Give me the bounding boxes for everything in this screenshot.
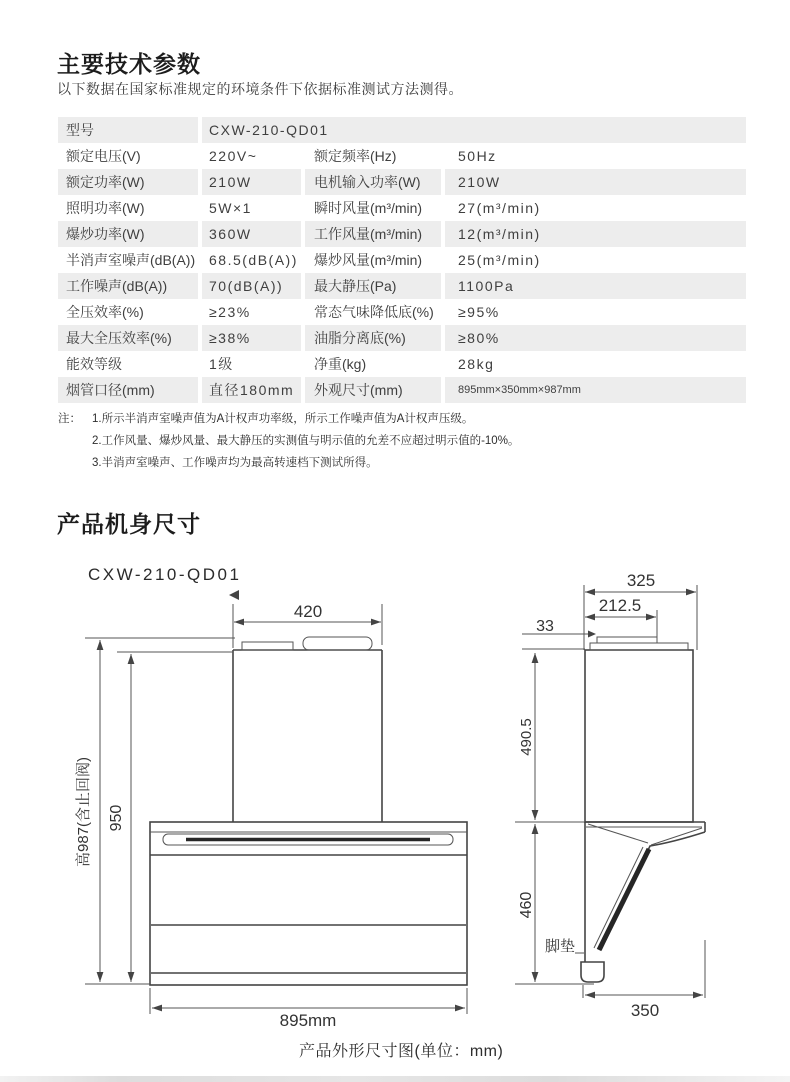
spec-value: 360W bbox=[202, 221, 301, 247]
spec-label: 工作风量(m³/min) bbox=[305, 221, 441, 247]
spec-label: 额定功率(W) bbox=[58, 169, 198, 195]
spec-label: 爆炒风量(m³/min) bbox=[305, 247, 441, 273]
spec-value-model: CXW-210-QD01 bbox=[202, 117, 746, 143]
side-cap-step bbox=[597, 637, 657, 643]
section-subtitle: 以下数据在国家标准规定的环境条件下依据标准测试方法测得。 bbox=[57, 81, 463, 97]
spec-value: 1级 bbox=[202, 351, 301, 377]
spec-label: 电机输入功率(W) bbox=[305, 169, 441, 195]
dim-label-420: 420 bbox=[293, 602, 323, 621]
spec-label: 外观尺寸(mm) bbox=[305, 377, 441, 403]
spec-value: 50Hz bbox=[445, 143, 746, 169]
notes-prefix: 注： bbox=[58, 413, 81, 425]
section-title-tech-params: 主要技术参数 bbox=[57, 51, 201, 77]
spec-value: ≥38% bbox=[202, 325, 301, 351]
drawing-model-label: CXW-210-QD01 bbox=[88, 565, 242, 584]
foot-pad-shape bbox=[581, 962, 604, 982]
note-item: 3.半消声室噪声、工作噪声均为最高转速档下测试所得。 bbox=[92, 457, 378, 469]
dim-label-490-5: 490.5 bbox=[518, 718, 535, 756]
duct-cap-rect bbox=[242, 642, 293, 650]
spec-label: 工作噪声(dB(A)) bbox=[58, 273, 198, 299]
spec-value: 25(m³/min) bbox=[445, 247, 746, 273]
spec-value: ≥80% bbox=[445, 325, 746, 351]
spec-label: 常态气味降低底(%) bbox=[305, 299, 441, 325]
dim-label-460: 460 bbox=[518, 891, 535, 919]
front-view bbox=[74, 590, 467, 1030]
spec-value: 1100Pa bbox=[445, 273, 746, 299]
side-view bbox=[515, 571, 705, 1020]
spec-label: 烟管口径(mm) bbox=[58, 377, 198, 403]
note-item: 2.工作风量、爆炒风量、最大静压的实测值与明示值的允差不应超过明示值的-10%。 bbox=[92, 435, 520, 447]
spec-value: 70(dB(A)) bbox=[202, 273, 301, 299]
spec-label: 最大静压(Pa) bbox=[305, 273, 441, 299]
note-item: 1.所示半消声室噪声值为A计权声功率级，所示工作噪声值为A计权声压级。 bbox=[92, 413, 474, 425]
dim-label-212-5: 212.5 bbox=[598, 596, 642, 615]
spec-value: 27(m³/min) bbox=[445, 195, 746, 221]
spec-value: ≥95% bbox=[445, 299, 746, 325]
spec-label: 能效等级 bbox=[58, 351, 198, 377]
dim-label-950: 950 bbox=[108, 804, 125, 832]
spec-label: 油脂分离底(%) bbox=[305, 325, 441, 351]
spec-value: 28kg bbox=[445, 351, 746, 377]
spec-label: 半消声室噪声(dB(A)) bbox=[58, 247, 198, 273]
cropped-next-image-edge bbox=[0, 1076, 790, 1082]
spec-value: 68.5(dB(A)) bbox=[202, 247, 301, 273]
spec-value: 895mm×350mm×987mm bbox=[445, 377, 746, 403]
dim-label-33: 33 bbox=[536, 618, 554, 635]
side-cap-base bbox=[590, 643, 688, 650]
drawing-caption: 产品外形尺寸图(单位：mm) bbox=[299, 1043, 504, 1060]
spec-value: 210W bbox=[445, 169, 746, 195]
foot-pad-label: 脚垫 bbox=[545, 938, 576, 955]
spec-value: 12(m³/min) bbox=[445, 221, 746, 247]
spec-label: 照明功率(W) bbox=[58, 195, 198, 221]
spec-value: ≥23% bbox=[202, 299, 301, 325]
leader-arrow bbox=[588, 631, 596, 638]
dim-label-325: 325 bbox=[626, 571, 656, 590]
spec-value: 210W bbox=[202, 169, 301, 195]
spec-label: 型号 bbox=[58, 117, 198, 143]
spec-label: 全压效率(%) bbox=[58, 299, 198, 325]
spec-value: 220V~ bbox=[202, 143, 301, 169]
spec-label: 额定频率(Hz) bbox=[305, 143, 441, 169]
section-title-dimensions: 产品机身尺寸 bbox=[57, 511, 201, 537]
spec-value: 5W×1 bbox=[202, 195, 301, 221]
spec-label: 额定电压(V) bbox=[58, 143, 198, 169]
spec-label: 瞬时风量(m³/min) bbox=[305, 195, 441, 221]
dim-label-350: 350 bbox=[630, 1001, 660, 1020]
dim-label-895: 895mm bbox=[279, 1011, 337, 1030]
spec-label: 爆炒功率(W) bbox=[58, 221, 198, 247]
spec-value: 直径180mm bbox=[202, 377, 301, 403]
spec-label: 最大全压效率(%) bbox=[58, 325, 198, 351]
leader-arrow bbox=[229, 590, 239, 600]
dim-label-height-total: 高987(含止回阀) bbox=[75, 756, 92, 868]
spec-label: 净重(kg) bbox=[305, 351, 441, 377]
duct-outlet-oval bbox=[303, 637, 372, 650]
